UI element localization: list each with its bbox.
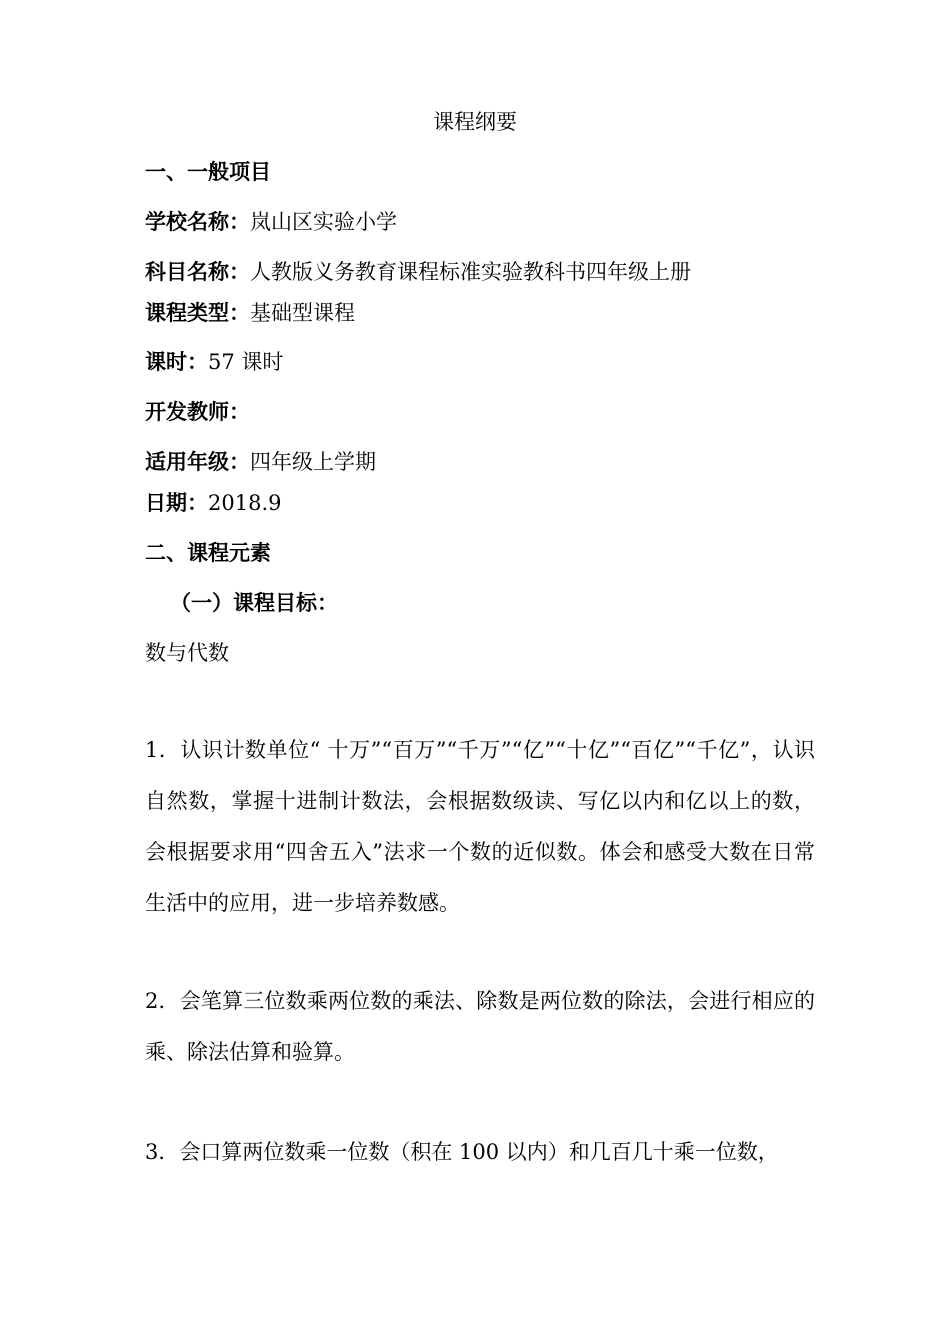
subject-value: 人教版义务教育课程标准实验教科书四年级上册: [250, 260, 691, 284]
hours-label: 课时：: [145, 349, 208, 374]
date-row: [145, 491, 281, 515]
school-value: 岚山区实验小学: [250, 210, 397, 234]
hours-value: 57 课时: [208, 350, 284, 374]
course-type-label: 课程类型：: [145, 300, 250, 325]
teacher-row: [145, 400, 250, 424]
category-heading: 数与代数: [145, 641, 229, 665]
document-title: 课程纲要: [433, 110, 517, 134]
hours-row: [145, 350, 283, 374]
section-general-heading: 一、一般项目: [145, 159, 271, 184]
course-type-value: 基础型课程: [250, 301, 355, 325]
goal-item-2: 2．会笔算三位数乘两位数的乘法、除数是两位数的除法，会进行相应的乘、除法估算和验算。: [145, 989, 815, 1064]
subject-row: [145, 260, 691, 284]
school-label: 学校名称：: [145, 209, 250, 234]
grade-value: 四年级上学期: [250, 450, 376, 474]
school-row: [145, 210, 397, 234]
course-goals-heading: （一）课程目标：: [170, 590, 338, 615]
grade-label: 适用年级：: [145, 449, 250, 474]
course-type-row: [145, 301, 355, 325]
date-value: 2018.9: [208, 491, 282, 515]
grade-row: [145, 450, 376, 474]
goal-item-3: 3．会口算两位数乘一位数（积在 100 以内）和几百几十乘一位数，: [145, 1140, 779, 1164]
teacher-label: 开发教师：: [145, 399, 250, 424]
subject-label: 科目名称：: [145, 259, 250, 284]
goal-item-1: 1．认识计数单位“ 十万”“百万”“千万”“亿”“十亿”“百亿”“千亿”，认识自然数，掌握十进制计数法，会根据数级读、写亿以内和亿以上的数，会根据要求用“四舍五入”法求一个数的近似数。体会和感受大数在日常生活中的应用，进一步培养数感。: [145, 738, 815, 915]
section-elements-heading: 二、课程元素: [145, 540, 271, 565]
date-label: 日期：: [145, 490, 208, 515]
